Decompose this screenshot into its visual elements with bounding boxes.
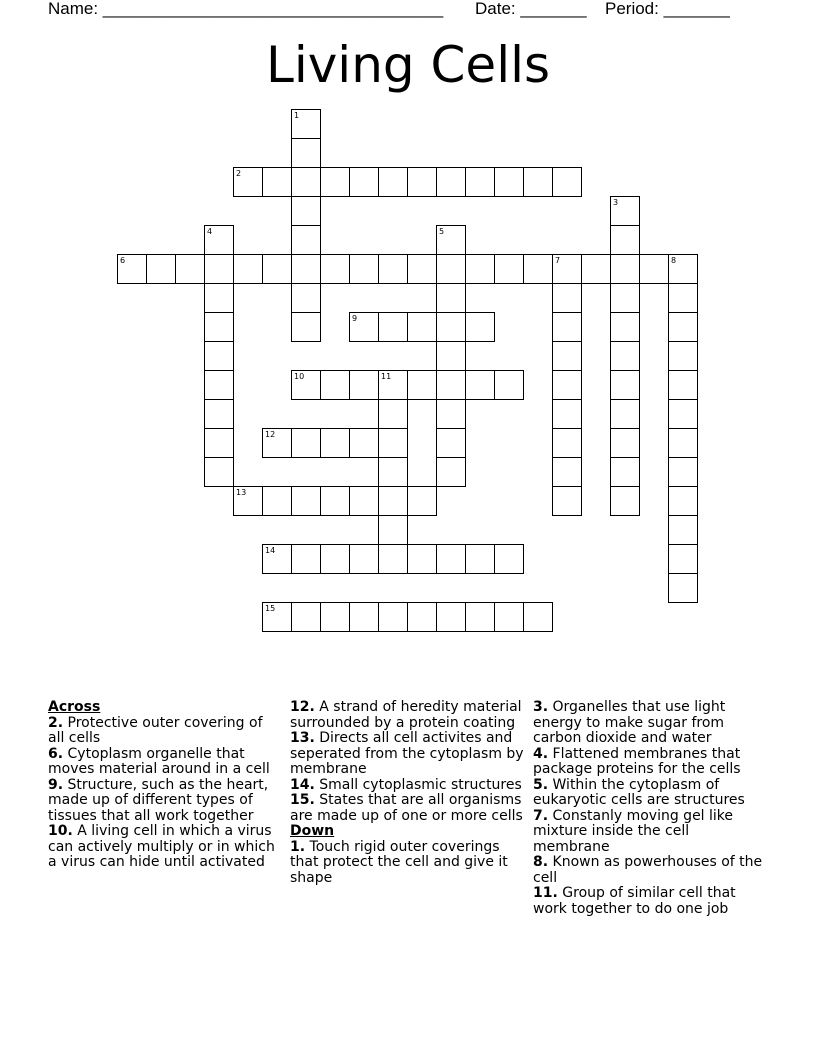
grid-cell[interactable] (378, 544, 408, 574)
grid-cell[interactable] (552, 370, 582, 400)
grid-cell[interactable] (262, 602, 292, 632)
grid-cell[interactable] (552, 254, 582, 284)
grid-cell[interactable] (233, 167, 263, 197)
grid-cell[interactable] (436, 399, 466, 429)
cell-number: 15 (265, 604, 276, 613)
grid-cell[interactable] (610, 457, 640, 487)
grid-cell[interactable] (465, 602, 495, 632)
period-field[interactable]: Period: _______ (605, 0, 730, 18)
cell-number: 14 (265, 546, 276, 555)
clue-across-2: 2. Protective outer covering of all cells (48, 714, 263, 746)
grid-cell[interactable] (668, 486, 698, 516)
grid-cell[interactable] (610, 283, 640, 313)
grid-cell[interactable] (494, 254, 524, 284)
grid-cell[interactable] (668, 544, 698, 574)
grid-cell[interactable] (436, 602, 466, 632)
grid-cell[interactable] (291, 544, 321, 574)
puzzle-title: Living Cells (265, 36, 551, 94)
grid-cell[interactable] (204, 254, 234, 284)
grid-cell[interactable] (291, 370, 321, 400)
grid-cell[interactable] (146, 254, 176, 284)
grid-cell[interactable] (320, 428, 350, 458)
grid-cell[interactable] (349, 544, 379, 574)
grid-cell[interactable] (204, 225, 234, 255)
clue-down-1: 1. Touch rigid outer coverings that protect the cell and give it shape (290, 838, 508, 886)
grid-cell[interactable] (494, 370, 524, 400)
grid-cell[interactable] (349, 167, 379, 197)
grid-cell[interactable] (610, 225, 640, 255)
grid-cell[interactable] (407, 544, 437, 574)
grid-cell[interactable] (291, 225, 321, 255)
cell-number: 2 (236, 169, 242, 178)
grid-cell[interactable] (291, 109, 321, 139)
grid-cell[interactable] (610, 196, 640, 226)
grid-cell[interactable] (407, 312, 437, 342)
grid-cell[interactable] (407, 486, 437, 516)
grid-cell[interactable] (668, 312, 698, 342)
clue-across-10: 10. A living cell in which a virus can actively multiply or in which a virus can hide until activated (48, 823, 275, 870)
grid-cell[interactable] (465, 544, 495, 574)
grid-cell[interactable] (436, 341, 466, 371)
clue-across-13: 13. Directs all cell activites and seperated from the cytoplasm by membrane (290, 730, 524, 777)
grid-cell[interactable] (436, 312, 466, 342)
grid-cell[interactable] (378, 486, 408, 516)
clue-down-8: 8. Known as powerhouses of the cell (533, 854, 763, 886)
clue-down-11: 11. Group of similar cell that work together to do one job (533, 885, 736, 917)
grid-cell[interactable] (175, 254, 205, 284)
grid-cell[interactable] (262, 486, 292, 516)
across-clues-column-1 (48, 700, 280, 871)
grid-cell[interactable] (320, 254, 350, 284)
clue-down-4: 4. Flattened membranes that package proteins for the cells (533, 745, 741, 777)
grid-cell[interactable] (552, 399, 582, 429)
grid-cell[interactable] (349, 312, 379, 342)
grid-cell[interactable] (436, 428, 466, 458)
grid-cell[interactable] (407, 602, 437, 632)
cell-number: 5 (439, 227, 445, 236)
grid-cell[interactable] (610, 486, 640, 516)
grid-cell[interactable] (262, 544, 292, 574)
grid-cell[interactable] (320, 167, 350, 197)
grid-cell[interactable] (465, 254, 495, 284)
cell-number: 7 (555, 256, 561, 265)
grid-cell[interactable] (407, 167, 437, 197)
cell-number: 12 (265, 430, 276, 439)
grid-cell[interactable] (291, 138, 321, 168)
grid-cell[interactable] (291, 602, 321, 632)
grid-cell[interactable] (552, 428, 582, 458)
grid-cell[interactable] (378, 515, 408, 545)
grid-cell[interactable] (523, 167, 553, 197)
grid-cell[interactable] (349, 370, 379, 400)
grid-cell[interactable] (494, 602, 524, 632)
grid-cell[interactable] (610, 370, 640, 400)
grid-cell[interactable] (378, 254, 408, 284)
grid-cell[interactable] (320, 544, 350, 574)
grid-cell[interactable] (233, 486, 263, 516)
grid-cell[interactable] (436, 283, 466, 313)
grid-cell[interactable] (668, 515, 698, 545)
grid-cell[interactable] (349, 602, 379, 632)
grid-cell[interactable] (494, 544, 524, 574)
down-heading: Down (290, 823, 335, 839)
grid-cell[interactable] (610, 341, 640, 371)
grid-cell[interactable] (523, 254, 553, 284)
cell-number: 13 (236, 488, 247, 497)
grid-cell[interactable] (204, 457, 234, 487)
grid-cell[interactable] (349, 254, 379, 284)
grid-cell[interactable] (291, 254, 321, 284)
grid-cell[interactable] (668, 428, 698, 458)
grid-cell[interactable] (262, 428, 292, 458)
grid-cell[interactable] (291, 196, 321, 226)
name-field[interactable]: Name: ____________________________________ (48, 0, 444, 18)
grid-cell[interactable] (523, 602, 553, 632)
grid-cell[interactable] (668, 283, 698, 313)
across-heading: Across (48, 699, 101, 715)
clue-across-15: 15. States that are all organisms are made up of one or more cells (290, 792, 523, 824)
grid-cell[interactable] (436, 225, 466, 255)
clue-across-6: 6. Cytoplasm organelle that moves material around in a cell (48, 745, 270, 777)
grid-cell[interactable] (378, 457, 408, 487)
cell-number: 1 (294, 111, 300, 120)
grid-cell[interactable] (552, 283, 582, 313)
cell-number: 3 (613, 198, 619, 207)
clues-column-2 (290, 700, 526, 886)
grid-cell[interactable] (436, 544, 466, 574)
clue-down-7: 7. Constanly moving gel like mixture inside the cell membrane (533, 807, 734, 855)
grid-cell[interactable] (262, 167, 292, 197)
grid-cell[interactable] (204, 370, 234, 400)
grid-cell[interactable] (668, 573, 698, 603)
grid-cell[interactable] (204, 399, 234, 429)
grid-cell[interactable] (204, 283, 234, 313)
grid-cell[interactable] (610, 399, 640, 429)
grid-cell[interactable] (552, 312, 582, 342)
clue-down-5: 5. Within the cytoplasm of eukaryotic cells are structures (533, 776, 745, 808)
grid-cell[interactable] (291, 428, 321, 458)
cell-number: 8 (671, 256, 677, 265)
grid-cell[interactable] (349, 428, 379, 458)
grid-cell[interactable] (233, 254, 263, 284)
cell-number: 10 (294, 372, 305, 381)
cell-number: 6 (120, 256, 126, 265)
grid-cell[interactable] (291, 312, 321, 342)
grid-cell[interactable] (610, 254, 640, 284)
grid-cell[interactable] (552, 486, 582, 516)
grid-cell[interactable] (552, 341, 582, 371)
grid-cell[interactable] (204, 428, 234, 458)
grid-cell[interactable] (494, 167, 524, 197)
grid-cell[interactable] (465, 370, 495, 400)
clue-across-9: 9. Structure, such as the heart, made up of different types of tissues that all work together (48, 776, 269, 824)
cell-number: 4 (207, 227, 213, 236)
grid-cell[interactable] (668, 254, 698, 284)
grid-cell[interactable] (465, 167, 495, 197)
grid-cell[interactable] (320, 370, 350, 400)
clue-down-3: 3. Organelles that use light energy to make sugar from carbon dioxide and water (533, 699, 726, 746)
grid-cell[interactable] (378, 312, 408, 342)
grid-cell[interactable] (668, 341, 698, 371)
grid-cell[interactable] (291, 486, 321, 516)
grid-cell[interactable] (320, 486, 350, 516)
grid-cell[interactable] (552, 167, 582, 197)
grid-cell[interactable] (262, 254, 292, 284)
grid-cell[interactable] (407, 370, 437, 400)
grid-cell[interactable] (668, 399, 698, 429)
grid-cell[interactable] (117, 254, 147, 284)
clue-across-12: 12. A strand of heredity material surrounded by a protein coating (290, 699, 522, 731)
grid-cell[interactable] (668, 370, 698, 400)
grid-cell[interactable] (320, 602, 350, 632)
grid-cell[interactable] (436, 254, 466, 284)
grid-cell[interactable] (465, 312, 495, 342)
cell-number: 9 (352, 314, 358, 323)
grid-cell[interactable] (436, 370, 466, 400)
grid-cell[interactable] (378, 167, 408, 197)
grid-cell[interactable] (204, 341, 234, 371)
grid-cell[interactable] (610, 312, 640, 342)
grid-cell[interactable] (349, 486, 379, 516)
grid-cell[interactable] (639, 254, 669, 284)
grid-cell[interactable] (291, 283, 321, 313)
cell-number: 11 (381, 372, 392, 381)
grid-cell[interactable] (436, 167, 466, 197)
grid-cell[interactable] (407, 254, 437, 284)
date-field[interactable]: Date: _______ (475, 0, 587, 18)
grid-cell[interactable] (378, 399, 408, 429)
grid-cell[interactable] (291, 167, 321, 197)
grid-cell[interactable] (581, 254, 611, 284)
grid-cell[interactable] (378, 602, 408, 632)
grid-cell[interactable] (378, 370, 408, 400)
clue-across-14: 14. Small cytoplasmic structures (290, 776, 522, 793)
grid-cell[interactable] (610, 428, 640, 458)
grid-cell[interactable] (378, 428, 408, 458)
grid-cell[interactable] (552, 457, 582, 487)
grid-cell[interactable] (668, 457, 698, 487)
grid-cell[interactable] (436, 457, 466, 487)
down-clues-column-3 (533, 700, 769, 917)
grid-cell[interactable] (204, 312, 234, 342)
